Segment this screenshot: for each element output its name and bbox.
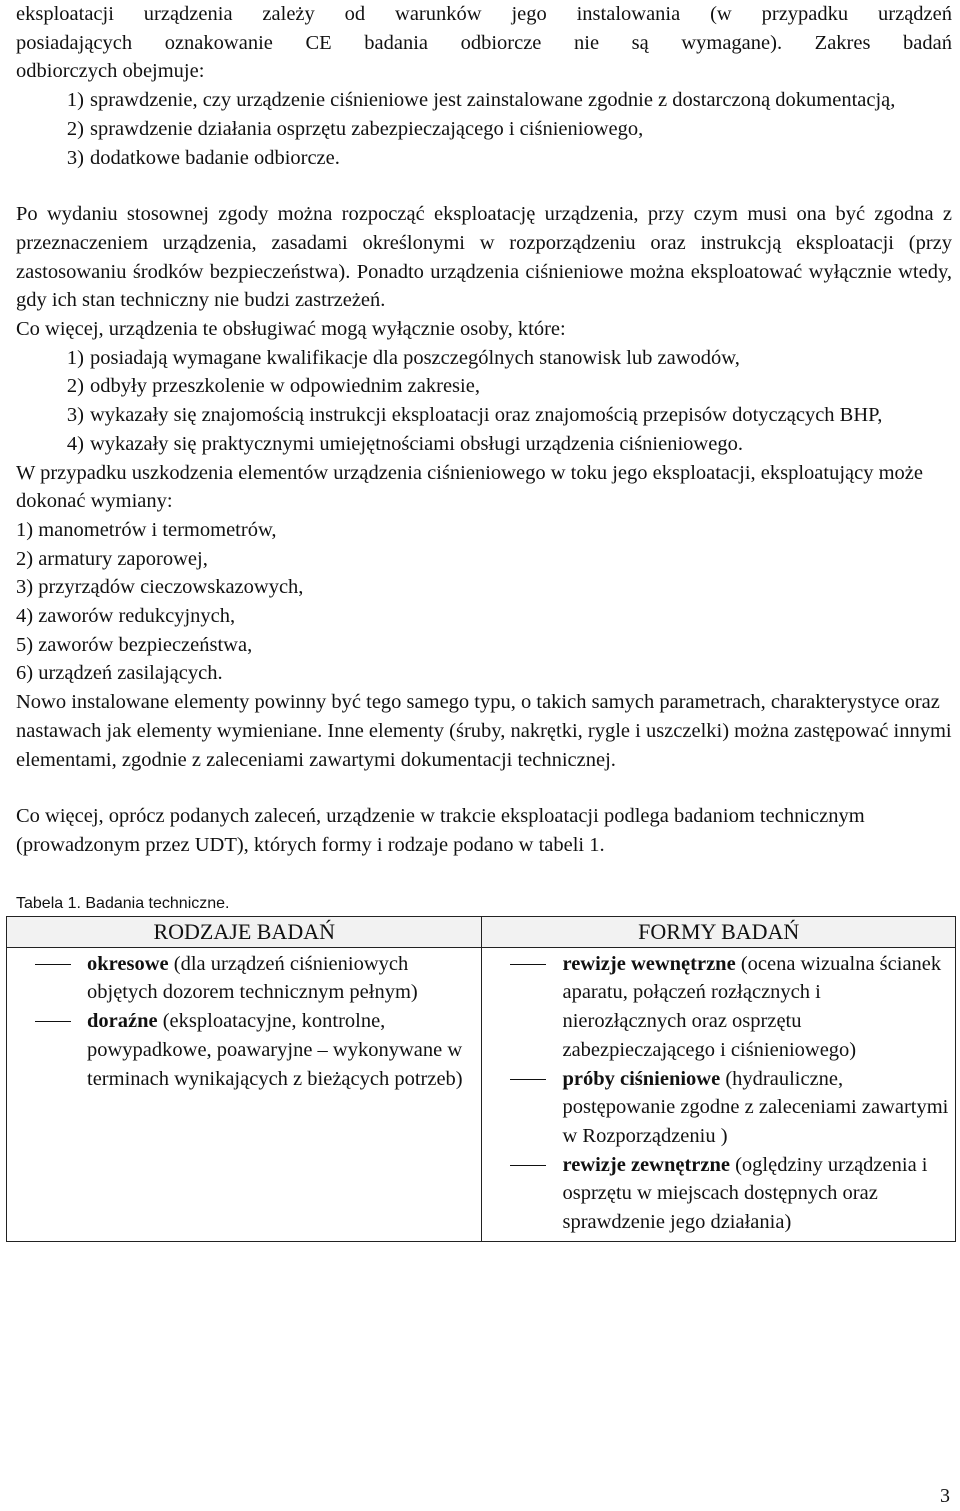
item-term: rewizje wewnętrzne: [562, 952, 736, 975]
list-item: [13, 950, 475, 1007]
operators-list-item: [16, 344, 952, 373]
list-item: [13, 1007, 475, 1093]
list-text: dodatkowe badanie odbiorcze.: [90, 146, 340, 169]
intro-line-2: posiadających oznakowanie CE badania odbiorcze nie są wymagane). Zakres badań: [16, 31, 952, 54]
list-number: 2): [66, 117, 84, 140]
types-cell: [7, 947, 482, 1241]
table-row: [7, 947, 956, 1241]
item-description: (eksploatacyjne, kontrolne, powypadkowe, poawaryjne – wykonywane w terminach wynikających z bieżących potrzeb): [87, 1010, 463, 1090]
forms-cell: [482, 947, 956, 1241]
list-text: sprawdzenie działania osprzętu zabezpieczającego i ciśnieniowego,: [90, 117, 644, 140]
operators-lead: Co więcej, urządzenia te obsługiwać mogą wyłącznie osoby, które:: [16, 318, 566, 341]
list-number: 2): [66, 375, 84, 398]
list-text: wykazały się znajomością instrukcji eksploatacji oraz znajomością przepisów dotyczących BHP,: [90, 404, 883, 427]
list-number: 3): [66, 404, 84, 427]
intro-section: [16, 0, 952, 172]
operators-list-item: [16, 430, 952, 459]
col-header-types: RODZAJE BADAŃ: [7, 916, 482, 947]
intro-line-1: eksploatacji urządzenia zależy od warunków jego instalowania (w przypadku urządzeń: [16, 3, 952, 25]
list-item: [488, 1151, 949, 1237]
operators-list-item: [16, 401, 952, 430]
list-text: posiadają wymagane kwalifikacje dla poszczególnych stanowisk lub zawodów,: [90, 346, 740, 369]
list-number: 1): [66, 89, 84, 112]
inspection-table: [6, 916, 956, 1242]
replacement-item: 6) urządzeń zasilających.: [16, 662, 223, 685]
replacement-lead: W przypadku uszkodzenia elementów urządzenia ciśnieniowego w toku jego eksploatacji, eksploatujący może dokonać wymiany:: [16, 461, 923, 513]
dash-bullet-icon: [13, 950, 87, 1007]
replacement-item: 3) przyrządów cieczowskazowych,: [16, 576, 304, 599]
dash-bullet-icon: [488, 1065, 562, 1151]
replacement-item: 4) zaworów redukcyjnych,: [16, 605, 236, 628]
item-description: (hydrauliczne, postępowanie zgodne z zaleceniami zawartymi w Rozporządzeniu ): [562, 1067, 949, 1147]
dash-bullet-icon: [488, 950, 562, 1065]
udt-paragraph: Co więcej, oprócz podanych zaleceń, urządzenie w trakcie eksploatacji podlega badaniom technicznym (prowadzonym przez UDT), których formy i rodzaje podano w tabeli 1.: [16, 805, 865, 856]
item-term: doraźne: [87, 1010, 158, 1033]
operation-paragraph: Po wydaniu stosownej zgody można rozpocząć eksploatację urządzenia, przy czym musi ona być zgodna z przeznaczeniem urządzenia, zasadami określonymi w rozporządzeniu oraz instrukcją eksploatacji (przy zastosowaniu środków bezpieczeństwa). Ponadto urządzenia ciśnieniowe można eksploatować wyłącznie wtedy, gdy ich stan techniczny nie budzi zastrzeżeń.: [16, 203, 952, 312]
document-page: [16, 0, 952, 1242]
list-item: [488, 950, 949, 1065]
item-term: próby ciśnieniowe: [562, 1067, 721, 1090]
page-number: 3: [940, 1485, 950, 1508]
item-term: okresowe: [87, 952, 169, 975]
item-term: rewizje zewnętrzne: [562, 1153, 730, 1176]
replacement-closing: Nowo instalowane elementy powinny być tego samego typu, o takich samych parametrach, charakterystyce oraz nastawach jak elementy wymieniane. Inne elementy (śruby, nakrętki, rygle i uszczelki) można zastępować innymi elementami, zgodnie z zaleceniami zawartymi dokumentacji technicznej.: [16, 691, 952, 771]
list-text: odbyły przeszkolenie w odpowiednim zakresie,: [90, 375, 480, 398]
replacement-item: 2) armatury zaporowej,: [16, 547, 208, 570]
operators-section: [16, 315, 952, 459]
dash-bullet-icon: [13, 1007, 87, 1093]
intro-list-item: [16, 115, 952, 144]
item-description: (ocena wizualna ścianek aparatu, połączeń rozłącznych i nierozłącznych oraz osprzętu zabezpieczającego i ciśnieniowego): [562, 952, 942, 1061]
intro-line-3: odbiorczych obejmuje:: [16, 60, 205, 83]
list-item: [488, 1065, 949, 1151]
list-number: 4): [66, 432, 84, 455]
item-description: (oględziny urządzenia i osprzętu w miejscach dostępnych oraz sprawdzenie jego działania): [562, 1153, 928, 1234]
replacement-item: 1) manometrów i termometrów,: [16, 518, 277, 541]
replacement-section: [16, 459, 952, 775]
list-number: 3): [66, 146, 84, 169]
table-caption: Tabela 1. Badania techniczne.: [16, 894, 230, 912]
replacement-item: 5) zaworów bezpieczeństwa,: [16, 633, 253, 656]
intro-list-item: [16, 144, 952, 173]
dash-bullet-icon: [488, 1151, 562, 1237]
list-number: 1): [66, 346, 84, 369]
col-header-forms: FORMY BADAŃ: [482, 916, 956, 947]
operators-list-item: [16, 372, 952, 401]
intro-list-item: [16, 86, 952, 115]
list-text: sprawdzenie, czy urządzenie ciśnieniowe jest zainstalowane zgodnie z dostarczoną dokumentacją,: [90, 89, 896, 112]
list-text: wykazały się praktycznymi umiejętnościami obsługi urządzenia ciśnieniowego.: [90, 432, 743, 455]
item-description: (dla urządzeń ciśnieniowych objętych dozorem technicznym pełnym): [87, 952, 418, 1004]
table-header-row: [7, 916, 956, 947]
